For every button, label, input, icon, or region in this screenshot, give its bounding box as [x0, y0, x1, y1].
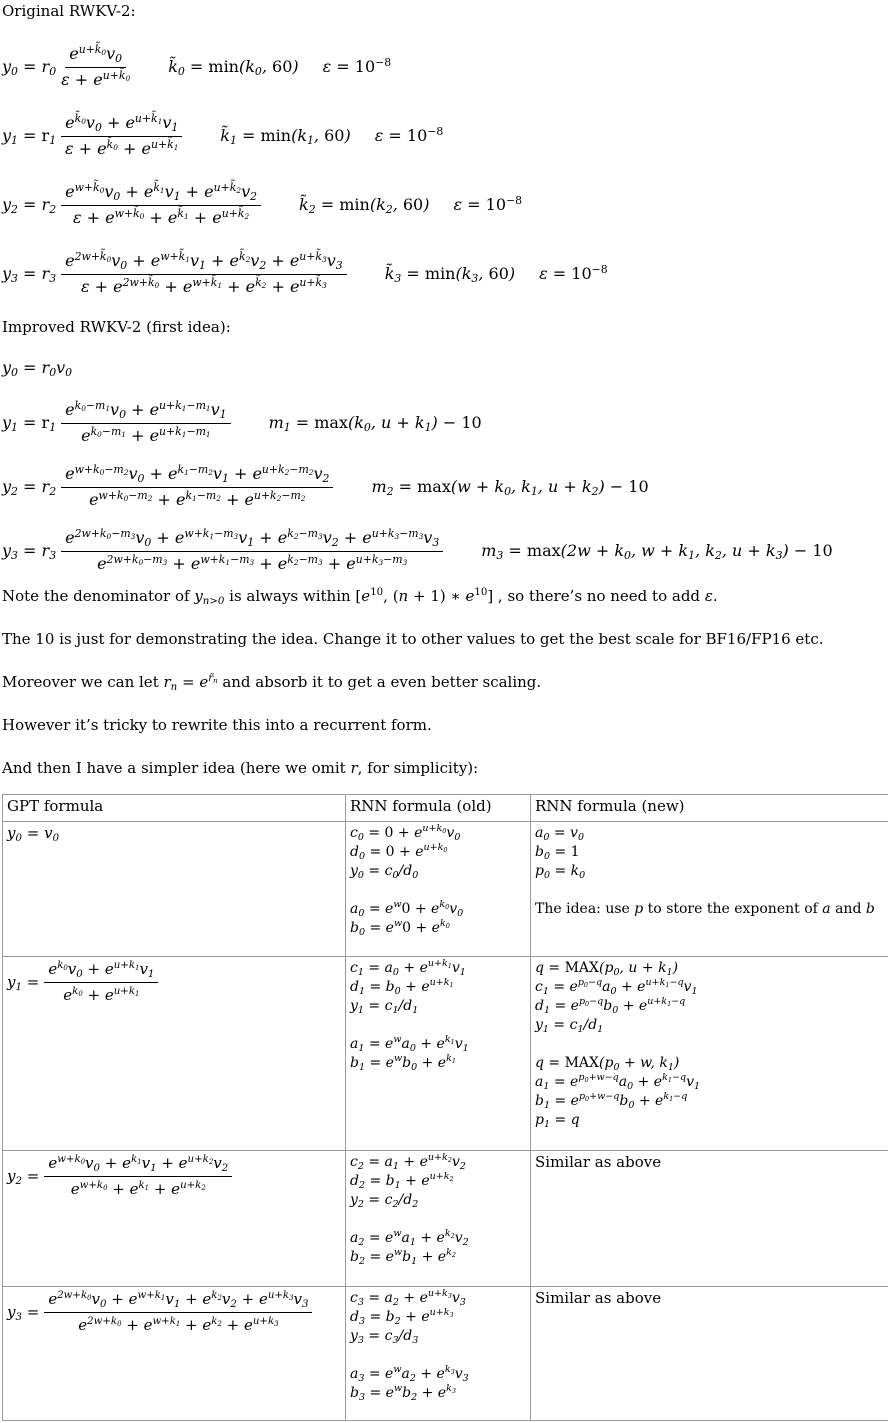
formula-line-gap [535, 1035, 886, 1054]
fraction [61, 113, 182, 159]
fraction-numerator: $e^{k_0}v_0 + e^{u+k_1}v_1$ [44, 959, 158, 983]
formula-original-y2 [2, 182, 888, 228]
formula-lhs: $y_2$ = [7, 1167, 40, 1187]
formula-original-y1 [2, 113, 888, 159]
formula-epsilon: $\varepsilon = 10^{-8}$ [374, 124, 444, 145]
fraction-denominator: $e^{w+k_0} + e^{k_1} + e^{u+k_2}$ [70, 1180, 206, 1198]
formula-improved-y0: $y_0 = r_0v_0$ [2, 358, 73, 380]
paragraph-simpler-idea: And then I have a simpler idea (here we omit r, for simplicity): [2, 759, 479, 777]
gpt-formula-cell-y1 [3, 957, 346, 1151]
formula-line: $a_2 = e^wa_1 + e^{k_2}v_2$ [350, 1228, 469, 1248]
formula-line: $q = MAX(p_0 + w$, $k_1$) [535, 1055, 680, 1073]
formula-line: $y_0 = c_0/d_0$ [350, 863, 419, 881]
fraction [44, 1289, 312, 1335]
fraction-numerator: $e^{w+k_0-m_2}v_0 + e^{k_1-m_2}v_1 + e^{u+k_2-m_2}v_2$ [61, 464, 333, 488]
fraction-numerator: $e^{u+k̃_0}v_0$ [65, 44, 126, 68]
formula-line: $b_0 = e^w0 + e^{k_0}$ [350, 918, 450, 938]
formula-condition: $m_3 = \max(2w + k_0$, $w + k_1$, $k_2$, $u + k_3) - 10$ [481, 541, 833, 563]
formula-lhs: $y_2 = r_2$ [2, 477, 57, 499]
formula-improved-y2 [2, 464, 888, 510]
formula-y1 [7, 959, 341, 1005]
formula-line: $a_1 = e^{p_0+w-q}a_0 + e^{k_1-q}v_1$ [535, 1072, 701, 1092]
fraction-denominator: $\varepsilon + e^{u+k̃_0}$ [61, 68, 131, 89]
formula-line: $b_2 = e^wb_1 + e^{k_2}$ [350, 1247, 456, 1267]
fraction [44, 1153, 232, 1199]
formula-line: $y_1 = c_1/d_1$ [350, 998, 419, 1016]
formula-line: $a_3 = e^wa_2 + e^{k_3}v_3$ [350, 1364, 469, 1384]
formula-line-gap [350, 1016, 526, 1035]
fraction-numerator: $e^{w+k_0}v_0 + e^{k_1}v_1 + e^{u+k_2}v_2$ [44, 1153, 232, 1177]
formula-line-gap [350, 881, 526, 900]
fraction-numerator: $e^{w+k̃_0}v_0 + e^{k̃_1}v_1 + e^{u+k̃_2}v_2$ [61, 182, 261, 206]
formula-line: $c_2 = a_1 + e^{u+k_2}v_2$ [350, 1152, 466, 1172]
fraction [44, 959, 158, 1005]
table-header-gpt-formula: GPT formula [3, 795, 346, 822]
formula-line: $a_0 = v_0$ [535, 825, 585, 843]
heading-improved-rwkv2: Improved RWKV-2 (first idea): [2, 318, 231, 336]
rnn-new-cell-y3: Similar as above [531, 1287, 888, 1421]
fraction [61, 528, 443, 574]
table-row-y1 [3, 957, 888, 1151]
formula-line: $y_1 = c_1/d_1$ [535, 1017, 604, 1035]
fraction-numerator: $e^{2w+k_0}v_0 + e^{w+k_1}v_1 + e^{k_2}v_2 + e^{u+k_3}v_3$ [44, 1289, 312, 1313]
formula-original-y3 [2, 251, 888, 297]
rnn-old-cell-y3 [346, 1287, 531, 1421]
fraction [61, 400, 230, 446]
formula-line: $c_3 = a_2 + e^{u+k_3}v_3$ [350, 1288, 466, 1308]
formula-line: $c_1 = e^{p_0-q}a_0 + e^{u+k_1-q}v_1$ [535, 977, 698, 997]
formula-line: $c_1 = a_0 + e^{u+k_1}v_1$ [350, 958, 466, 978]
fraction-denominator: $e^{2w+k_0} + e^{w+k_1} + e^{k_2} + e^{u+k_3}$ [78, 1316, 279, 1334]
heading-original-rwkv2: Original RWKV-2: [2, 2, 136, 20]
formula-line: $c_0 = 0 + e^{u+k_0}v_0$ [350, 823, 461, 843]
formula-lhs: $y_3 = r_3$ [2, 264, 57, 286]
fraction [61, 182, 261, 228]
formula-line: $y_3 = c_3/d_3$ [350, 1328, 419, 1346]
fraction [61, 44, 130, 90]
formula-improved-y3 [2, 528, 888, 574]
formula-lhs: $y_1 = r_1$ [2, 413, 57, 435]
formula-line: $d_2 = b_1 + e^{u+k_2}$ [350, 1171, 454, 1191]
fraction-numerator: $e^{k̃_0}v_0 + e^{u+k̃_1}v_1$ [61, 113, 182, 137]
formula-condition: $k̃_0 = \min(k_0$, 60) [168, 57, 299, 79]
fraction-numerator: $e^{2w+k_0-m_3}v_0 + e^{w+k_1-m_3}v_1 + e^{k_2-m_3}v_2 + e^{u+k_3-m_3}v_3$ [61, 528, 443, 552]
table-header-rnn-new: RNN formula (new) [531, 795, 888, 822]
table-row-y3 [3, 1287, 888, 1421]
table-header-rnn-old: RNN formula (old) [346, 795, 531, 822]
formula-y2 [7, 1153, 341, 1199]
formula-line: $d_1 = b_0 + e^{u+k_1}$ [350, 977, 454, 997]
fraction-numerator: $e^{2w+k̃_0}v_0 + e^{w+k̃_1}v_1 + e^{k̃_2}v_2 + e^{u+k̃_3}v_3$ [61, 251, 347, 275]
formula-line: $d_3 = b_2 + e^{u+k_3}$ [350, 1307, 454, 1327]
formula-lhs: $y_1 = r_1$ [2, 126, 57, 148]
formula-line: $d_1 = e^{p_0-q}b_0 + e^{u+k_1-q}$ [535, 996, 686, 1016]
formula-improved-y1 [2, 400, 888, 446]
formula-lhs: $y_2 = r_2$ [2, 195, 57, 217]
gpt-formula-cell-y0 [3, 822, 346, 957]
formula-comparison-table [2, 794, 888, 1421]
fraction-denominator: $\varepsilon + e^{2w+k̃_0} + e^{w+k̃_1} + e^{k̃_2} + e^{u+k̃_3}$ [80, 275, 327, 296]
formula-epsilon: $\varepsilon = 10^{-8}$ [453, 193, 523, 214]
formula-line: $b_1 = e^wb_0 + e^{k_1}$ [350, 1053, 456, 1073]
rnn-new-cell-y2: Similar as above [531, 1151, 888, 1287]
formula-original-y0 [2, 44, 888, 90]
formula-y0: $y_0 = v_0$ [7, 824, 60, 844]
fraction [61, 464, 333, 510]
rnn-new-cell-y1 [531, 957, 888, 1151]
paragraph-scale-note: The 10 is just for demonstrating the idea. Change it to other values to get the best scale for BF16/FP16 etc. [2, 630, 824, 648]
formula-condition: $m_2 = \max(w + k_0$, $k_1$, $u + k_2) - 10$ [371, 477, 649, 499]
formula-line-gap [535, 881, 886, 900]
fraction-denominator: $e^{w+k_0-m_2} + e^{k_1-m_2} + e^{u+k_2-m_2}$ [89, 488, 306, 509]
formula-epsilon: $\varepsilon = 10^{-8}$ [539, 262, 608, 283]
formula-line: The idea: use p to store the exponent of a and b [535, 901, 875, 917]
paragraph-absorb-r: Moreover we can let $r_n = e^{r̃_n}$ and absorb it to get a even better scaling. [2, 673, 542, 693]
formula-line: $b_0 = 1$ [535, 844, 580, 862]
formula-line: $a_1 = e^wa_0 + e^{k_1}v_1$ [350, 1034, 469, 1054]
fraction [61, 251, 347, 297]
formula-line: $q = MAX(p_0$, $u + k_1$) [535, 960, 679, 978]
formula-y3 [7, 1289, 341, 1335]
table-row-y2 [3, 1151, 888, 1287]
fraction-denominator: $e^{2w+k_0-m_3} + e^{w+k_1-m_3} + e^{k_2-m_3} + e^{u+k_3-m_3}$ [97, 552, 408, 573]
formula-condition: $k̃_2 = \min(k_2$, 60) [299, 195, 430, 217]
formula-lhs: $y_3$ = [7, 1303, 40, 1323]
fraction-denominator: $e^{k_0} + e^{u+k_1}$ [63, 986, 140, 1004]
fraction-numerator: $e^{k_0-m_1}v_0 + e^{u+k_1-m_1}v_1$ [61, 400, 230, 424]
rnn-new-cell-y0 [531, 822, 888, 957]
rnn-old-cell-y2 [346, 1151, 531, 1287]
formula-lhs: $y_3 = r_3$ [2, 541, 57, 563]
rnn-old-cell-y1 [346, 957, 531, 1151]
formula-line: $b_1 = e^{p_0+w-q}b_0 + e^{k_1-q}$ [535, 1091, 688, 1111]
table-row-y0 [3, 822, 888, 957]
formula-line: $p_0 = k_0$ [535, 863, 586, 881]
fraction-denominator: $\varepsilon + e^{w+k̃_0} + e^{k̃_1} + e^{u+k̃_2}$ [72, 206, 250, 227]
paragraph-note-denominator: Note the denominator of $y_{n>0}$ is always within [$e^{10}$, (n + 1) ∗ $e^{10}$] , so there’s no need to add ε. [2, 587, 718, 607]
formula-condition: $k̃_1 = \min(k_1$, 60) [220, 126, 351, 148]
formula-line: $y_2 = c_2/d_2$ [350, 1192, 419, 1210]
fraction-denominator: $\varepsilon + e^{k̃_0} + e^{u+k̃_1}$ [65, 137, 179, 158]
formula-line-gap [350, 1346, 526, 1365]
gpt-formula-cell-y2 [3, 1151, 346, 1287]
formula-line-gap [350, 1210, 526, 1229]
paragraph-recurrent-form: However it’s tricky to rewrite this into a recurrent form. [2, 716, 432, 734]
formula-line: $p_1 = q$ [535, 1112, 580, 1130]
fraction-denominator: $e^{k_0-m_1} + e^{u+k_1-m_1}$ [81, 424, 211, 445]
table-header-row [3, 795, 888, 822]
gpt-formula-cell-y3 [3, 1287, 346, 1421]
formula-line: $b_3 = e^wb_2 + e^{k_3}$ [350, 1383, 456, 1403]
rnn-old-cell-y0 [346, 822, 531, 957]
formula-condition: $m_1 = \max(k_0$, $u + k_1) - 10$ [268, 413, 482, 435]
formula-lhs: $y_1$ = [7, 973, 40, 993]
formula-condition: $k̃_3 = \min(k_3$, 60) [384, 264, 516, 286]
formula-line: $d_0 = 0 + e^{u+k_0}$ [350, 842, 448, 862]
formula-epsilon: $\varepsilon = 10^{-8}$ [322, 55, 392, 76]
formula-line: $a_0 = e^w0 + e^{k_0}v_0$ [350, 899, 464, 919]
formula-lhs: $y_0 = r_0$ [2, 57, 57, 79]
